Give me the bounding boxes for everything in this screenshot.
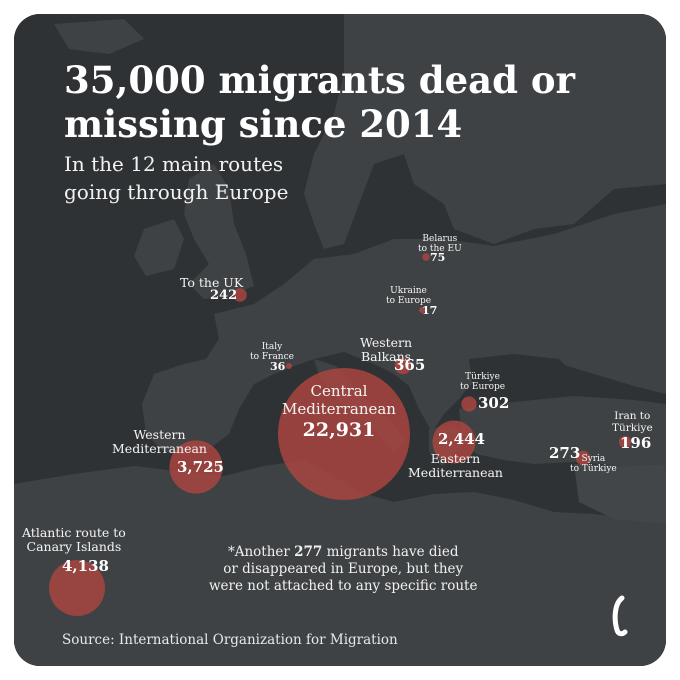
belarus-to-eu-name-2: to the EU: [418, 244, 462, 254]
atlantic-name-1: Atlantic route to: [22, 525, 126, 540]
western-balkans-name-2: Balkans: [360, 349, 412, 364]
western-mediterranean-name-1: Western: [133, 427, 186, 442]
western-balkans-value: 365: [394, 356, 426, 374]
central-mediterranean-name-2: Mediterranean: [282, 400, 396, 418]
page-subtitle: [64, 150, 288, 206]
footnote-line-1-suffix: migrants have died: [322, 544, 459, 560]
publisher-logo: [606, 594, 632, 642]
footnote: [209, 544, 477, 595]
footnote-count: 277: [294, 544, 323, 560]
italy-to-france-name-2: to France: [250, 352, 294, 362]
syria-to-turkiye-name-1: Syria: [581, 454, 606, 464]
belarus-to-eu-bubble: [422, 253, 430, 261]
belarus-to-eu-name-1: Belarus: [422, 234, 458, 244]
eastern-mediterranean-value: 2,444: [438, 430, 485, 448]
to-the-uk-value: 242: [210, 288, 238, 303]
subtitle-line-2: going through Europe: [64, 180, 289, 204]
eastern-mediterranean-name-2: Mediterranean: [408, 465, 503, 480]
title-line-1: 35,000 migrants dead or: [64, 58, 576, 102]
footnote-line-1: [209, 544, 477, 561]
footnote-line-3: were not attached to any specific route: [209, 578, 478, 594]
turkiye-to-europe-bubble: [461, 396, 476, 411]
turkiye-to-europe-name-2: to Europe: [460, 382, 506, 392]
ukraine-to-europe-value: 17: [422, 304, 438, 317]
italy-to-france-label: [250, 342, 294, 362]
syria-to-turkiye-label: [570, 454, 617, 474]
western-mediterranean-label: [112, 428, 207, 456]
western-mediterranean-value: 3,725: [177, 458, 224, 476]
syria-to-turkiye-value: 273: [549, 444, 581, 462]
ukraine-to-europe-name-2: to Europe: [386, 296, 432, 306]
syria-to-turkiye-name-2: to Türkiye: [570, 464, 617, 474]
belarus-to-eu-value: 75: [430, 251, 446, 264]
italy-to-france-name-1: Italy: [261, 342, 283, 352]
logo-mark-icon: [606, 594, 632, 638]
iran-to-turkiye-name-1: Iran to: [614, 410, 651, 422]
italy-to-france-value: 36: [270, 360, 286, 373]
footnote-prefix: *Another: [227, 544, 295, 560]
iran-to-turkiye-value: 196: [620, 434, 652, 452]
central-mediterranean-label: [282, 382, 396, 442]
to-the-uk-name-1: To the UK: [180, 275, 244, 290]
western-mediterranean-name-2: Mediterranean: [112, 441, 207, 456]
central-mediterranean-value: 22,931: [302, 419, 376, 441]
western-balkans-name-1: Western: [360, 335, 413, 350]
eastern-mediterranean-name-1: Eastern: [430, 451, 481, 466]
central-mediterranean-name-1: Central: [310, 382, 368, 400]
turkiye-to-europe-name-1: Türkiye: [465, 372, 500, 382]
title-line-2: missing since 2014: [64, 102, 463, 146]
turkiye-to-europe-value: 302: [478, 394, 510, 412]
subtitle-line-1: In the 12 main routes: [64, 152, 284, 176]
italy-to-france-bubble: [286, 363, 292, 369]
iran-to-turkiye-label: [612, 410, 653, 434]
ukraine-to-europe-name-1: Ukraine: [390, 286, 427, 296]
page-title: [64, 58, 575, 146]
atlantic-value: 4,138: [62, 557, 109, 575]
atlantic-label: [22, 526, 126, 554]
infographic-card: [14, 14, 666, 666]
ukraine-to-europe-label: [386, 286, 431, 306]
eastern-mediterranean-label: [408, 452, 503, 480]
iran-to-turkiye-name-2: Türkiye: [612, 422, 653, 434]
turkiye-to-europe-label: [460, 372, 505, 392]
atlantic-name-2: Canary Islands: [26, 539, 122, 554]
source-credit: Source: International Organization for Migration: [62, 632, 398, 648]
footnote-line-2: or disappeared in Europe, but they: [223, 561, 464, 577]
